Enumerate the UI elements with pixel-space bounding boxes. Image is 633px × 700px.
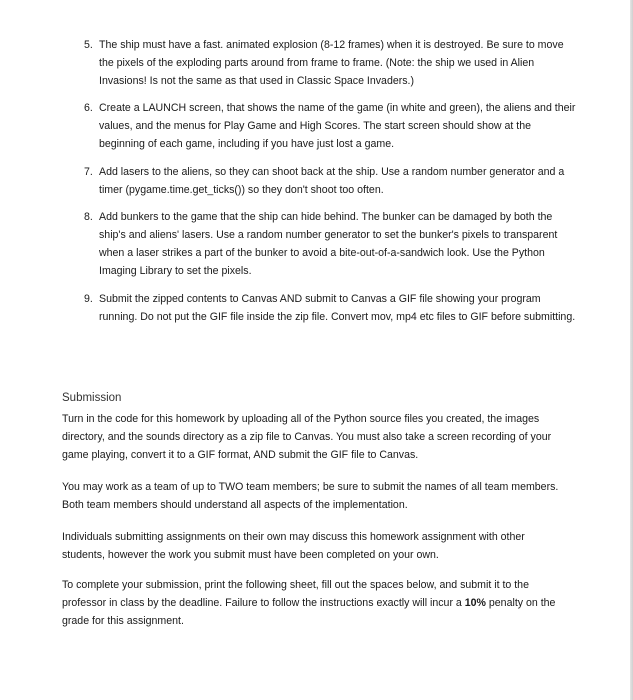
list-item-text: Create a LAUNCH screen, that shows the name of the game (in white and green), the aliens and their values, and the menus for Play Game and High Scores. The start screen should show at the beginning of each game, including if you have just lost a game. — [99, 102, 576, 150]
list-item-text: Submit the zipped contents to Canvas AND submit to Canvas a GIF file showing your program running. Do not put the GIF file inside the zip file. Convert mov, mp4 etc files to GIF before submitting. — [99, 293, 576, 323]
penalty-text-before: To complete your submission, print the following sheet, fill out the spaces below, and submit it to the professor in class by the deadline. Failure to follow the instructions exactly will incur a — [62, 579, 529, 609]
penalty-text-after: penalty on the grade for this assignment. — [62, 597, 556, 627]
list-item-number: 5. — [84, 39, 93, 51]
list-item-9 — [84, 290, 576, 326]
submission-paragraph-upload: Turn in the code for this homework by uploading all of the Python source files you created, the images directory, and the sounds directory as a zip file to Canvas. You must also take a screen recording of your game playing, convert it to a GIF format, AND submit the GIF file to Canvas. — [62, 413, 552, 461]
list-item-text: Add bunkers to the game that the ship can hide behind. The bunker can be damaged by both the ship's and aliens' lasers. Use a random number generator to set the bunker's pixels to transparent when a laser strikes a part of the bunker to avoid a bite-out-of-a-sandwich look. Use the Python Imaging Library to set the pixels. — [99, 211, 558, 277]
list-item-number: 9. — [84, 293, 93, 305]
list-item-text: The ship must have a fast. animated explosion (8-12 frames) when it is destroyed. Be sure to move the pixels of the exploding parts around from frame to frame. (Note: the ship we used in Alien Invasions! Is not the same as that used in Classic Space Invaders.) — [99, 39, 564, 87]
list-item-8 — [84, 208, 576, 280]
list-item-7 — [84, 163, 576, 199]
list-item-number: 7. — [84, 166, 93, 178]
submission-paragraph-team: You may work as a team of up to TWO team members; be sure to submit the names of all team members. Both team members should understand all aspects of the implementation. — [62, 481, 559, 511]
list-item-5 — [84, 36, 576, 90]
list-item-text: Add lasers to the aliens, so they can shoot back at the ship. Use a random number generator and a timer (pygame.time.get_ticks()) so they don't shoot too often. — [99, 166, 565, 196]
list-item-6 — [84, 99, 576, 153]
submission-heading: Submission — [62, 392, 122, 404]
submission-paragraph-penalty — [62, 576, 570, 630]
list-item-number: 8. — [84, 211, 93, 223]
penalty-percent: 10% — [464, 597, 486, 609]
list-item-number: 6. — [84, 102, 93, 114]
submission-paragraph-individual: Individuals submitting assignments on their own may discuss this homework assignment with other students, however the work you submit must have been completed on your own. — [62, 531, 525, 561]
